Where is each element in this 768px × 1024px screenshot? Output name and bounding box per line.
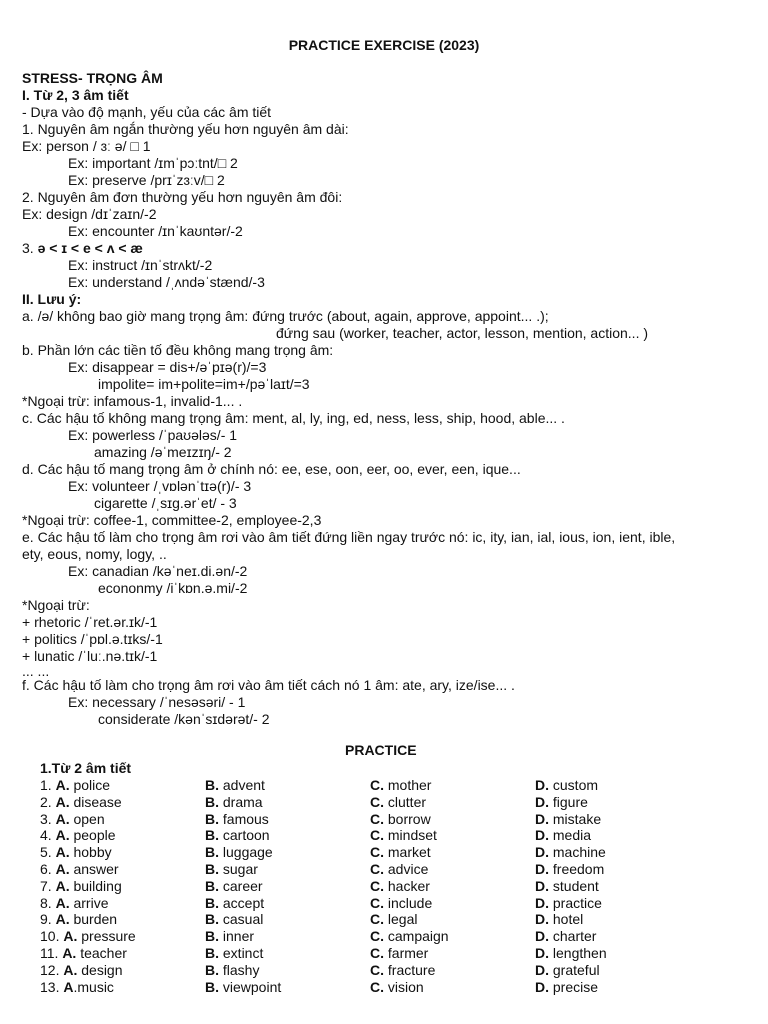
option-d xyxy=(535,794,588,811)
option-a xyxy=(40,962,123,979)
question-number: 3. xyxy=(40,810,56,827)
option-b-word: accept xyxy=(219,894,265,911)
rule-1: 1. Nguyên âm ngắn thường yếu hơn nguyên âm dài: xyxy=(22,121,349,137)
question-number: 13. xyxy=(40,978,64,995)
option-a xyxy=(40,928,136,945)
option-b-word: extinct xyxy=(219,945,264,961)
option-b xyxy=(205,844,273,861)
option-d-letter: D. xyxy=(535,911,549,928)
option-d-word: grateful xyxy=(549,961,600,978)
question-number: 11. xyxy=(40,945,63,961)
option-b-letter: B. xyxy=(205,861,219,877)
option-d-word: figure xyxy=(549,793,588,810)
option-a-letter: A xyxy=(63,978,74,995)
option-b-word: drama xyxy=(219,793,263,810)
option-b xyxy=(205,794,263,811)
note-e-example-2: econonmy /iˈkɒn.ə.mi/-2 xyxy=(98,580,248,596)
option-c-word: hacker xyxy=(384,877,430,894)
option-b-letter: B. xyxy=(205,844,219,861)
option-c-letter: C. xyxy=(370,928,384,945)
option-d xyxy=(535,811,601,828)
option-b xyxy=(205,811,269,828)
option-d-word: charter xyxy=(549,928,597,945)
option-b-letter: B. xyxy=(205,827,219,844)
option-c-word: farmer xyxy=(384,945,429,961)
option-d-letter: D. xyxy=(535,844,549,861)
option-c-word: advice xyxy=(384,861,429,877)
note-e-exception-1: + rhetoric /ˈret.ər.ɪk/-1 xyxy=(22,614,158,630)
option-b-word: career xyxy=(219,877,263,894)
note-d-example-2: cigarette /ˌsɪg.ərˈet/ - 3 xyxy=(94,495,237,511)
option-a-word: open xyxy=(69,810,105,827)
note-f: f. Các hậu tố làm cho trọng âm rơi vào âm tiết cách nó 1 âm: ate, ary, ize/ise... . xyxy=(22,677,515,693)
option-d-letter: D. xyxy=(535,928,549,945)
option-c-letter: C. xyxy=(370,894,384,911)
rule-1-example-3: Ex: preserve /prɪˈzɜːv/□ 2 xyxy=(68,172,225,188)
option-d xyxy=(535,827,591,844)
option-d xyxy=(535,777,598,794)
option-d xyxy=(535,945,607,962)
option-c xyxy=(370,827,437,844)
option-a-word: .music xyxy=(73,978,114,995)
practice-question-row xyxy=(0,911,768,928)
option-d xyxy=(535,962,600,979)
option-c xyxy=(370,794,426,811)
option-b-letter: B. xyxy=(205,978,219,995)
practice-question-row xyxy=(0,861,768,878)
option-a-letter: A. xyxy=(55,810,70,827)
option-c xyxy=(370,928,449,945)
option-a xyxy=(40,878,122,895)
option-c xyxy=(370,895,432,912)
option-b xyxy=(205,895,264,912)
option-b-word: viewpoint xyxy=(219,978,282,995)
option-a-word: teacher xyxy=(76,945,127,961)
option-d-word: lengthen xyxy=(549,945,607,961)
note-b: b. Phần lớn các tiền tố đều không mang trọng âm: xyxy=(22,342,334,358)
option-b-word: luggage xyxy=(219,844,273,861)
practice-question-row xyxy=(0,844,768,861)
option-c-letter: C. xyxy=(370,827,384,844)
heading-stress: STRESS- TRỌNG ÂM xyxy=(22,70,163,86)
question-number: 4. xyxy=(40,827,56,844)
note-e-exception-2: + politics /ˈpɒl.ə.tɪks/-1 xyxy=(22,631,163,647)
option-b xyxy=(205,928,254,945)
option-c-word: include xyxy=(384,894,433,911)
option-d-letter: D. xyxy=(535,877,549,894)
note-e-exception-3: + lunatic /ˈluː.nə.tɪk/-1 xyxy=(22,648,158,664)
option-b-letter: B. xyxy=(205,911,219,928)
option-c-letter: C. xyxy=(370,877,384,894)
option-d-letter: D. xyxy=(535,978,549,995)
note-c: c. Các hậu tố không mang trọng âm: ment, al, ly, ing, ed, ness, less, ship, hood, able... . xyxy=(22,410,565,426)
option-d-word: student xyxy=(549,877,599,894)
option-c-word: clutter xyxy=(384,793,427,810)
option-a xyxy=(40,945,127,962)
option-a xyxy=(40,844,112,861)
option-c-word: legal xyxy=(384,911,418,928)
option-a-word: building xyxy=(69,877,122,894)
option-d xyxy=(535,895,602,912)
question-number: 2. xyxy=(40,793,56,810)
option-a-word: hobby xyxy=(69,844,112,861)
option-c-letter: C. xyxy=(370,861,384,877)
note-d-exception: *Ngoại trừ: coffee-1, committee-2, employee-2,3 xyxy=(22,512,322,528)
option-c xyxy=(370,777,431,794)
rule-3-vowel-order: ə < ɪ < e < ʌ < æ xyxy=(37,240,143,256)
note-f-example-2: considerate /kənˈsɪdərət/- 2 xyxy=(98,711,270,727)
note-e-example-1: Ex: canadian /kəˈneɪ.di.ən/-2 xyxy=(68,563,248,579)
note-f-example-1: Ex: necessary /ˈnesəsəri/ - 1 xyxy=(68,694,246,710)
option-d-word: machine xyxy=(549,844,606,861)
option-d-letter: D. xyxy=(535,894,549,911)
option-d xyxy=(535,878,599,895)
option-d xyxy=(535,911,583,928)
option-d-word: practice xyxy=(549,894,602,911)
option-a xyxy=(40,861,119,878)
document-title: PRACTICE EXERCISE (2023) xyxy=(288,37,480,53)
option-a xyxy=(40,827,116,844)
option-a-word: people xyxy=(69,827,116,844)
question-number: 12. xyxy=(40,961,64,978)
note-c-example-2: amazing /əˈmeɪzɪŋ/- 2 xyxy=(94,444,232,460)
option-d xyxy=(535,844,606,861)
option-c xyxy=(370,979,424,996)
practice-question-row xyxy=(0,794,768,811)
option-a-letter: A. xyxy=(63,928,78,945)
option-a-letter: A. xyxy=(62,945,77,961)
option-c-word: borrow xyxy=(384,810,431,827)
option-d-word: media xyxy=(549,827,592,844)
option-b-word: advent xyxy=(219,777,265,793)
option-a-letter: A. xyxy=(63,961,78,978)
option-b-letter: B. xyxy=(205,777,219,793)
option-a-letter: A. xyxy=(55,877,70,894)
option-a-letter: A. xyxy=(55,777,70,793)
option-a xyxy=(40,794,122,811)
option-c xyxy=(370,945,428,962)
rule-3-example-1: Ex: instruct /ɪnˈstrʌkt/-2 xyxy=(68,257,213,273)
rule-3-prefix: 3. xyxy=(22,240,38,256)
practice-question-row xyxy=(0,962,768,979)
section-2-heading: II. Lưu ý: xyxy=(22,291,82,307)
option-c-letter: C. xyxy=(370,793,384,810)
section-1-heading: I. Từ 2, 3 âm tiết xyxy=(22,87,129,103)
practice-question-row xyxy=(0,777,768,794)
rule-1-example-1: Ex: person / ɜː ə/ □ 1 xyxy=(22,138,151,154)
rule-2: 2. Nguyên âm đơn thường yếu hơn nguyên âm đôi: xyxy=(22,189,343,205)
option-c-word: fracture xyxy=(384,961,436,978)
note-d: d. Các hậu tố mang trọng âm ở chính nó: ee, ese, oon, eer, oo, ever, een, ique... xyxy=(22,461,521,477)
option-b-letter: B. xyxy=(205,945,219,961)
question-number: 10. xyxy=(40,928,64,945)
option-d-letter: D. xyxy=(535,961,549,978)
option-b-letter: B. xyxy=(205,810,219,827)
option-d-word: freedom xyxy=(549,861,605,877)
question-number: 6. xyxy=(40,861,56,877)
practice-question-row xyxy=(0,827,768,844)
option-b-letter: B. xyxy=(205,894,219,911)
option-a-word: pressure xyxy=(77,928,136,945)
option-b xyxy=(205,878,263,895)
option-d-letter: D. xyxy=(535,827,549,844)
option-a-letter: A. xyxy=(55,827,70,844)
option-d-word: mistake xyxy=(549,810,602,827)
note-b-exception: *Ngoại trừ: infamous-1, invalid-1... . xyxy=(22,393,243,409)
option-d xyxy=(535,928,596,945)
option-c-word: mother xyxy=(384,777,432,793)
option-b-word: flashy xyxy=(219,961,260,978)
option-b xyxy=(205,861,258,878)
question-number: 1. xyxy=(40,777,56,793)
note-e-line-1: e. Các hậu tố làm cho trọng âm rơi vào âm tiết đứng liền ngay trước nó: ic, ity, ian, ial, ious, ion, ient, ible, xyxy=(22,529,676,545)
option-a xyxy=(40,895,108,912)
option-c xyxy=(370,911,417,928)
practice-question-row xyxy=(0,928,768,945)
rule-1-example-2: Ex: important /ɪmˈpɔːtnt/□ 2 xyxy=(68,155,238,171)
option-d-word: hotel xyxy=(549,911,584,928)
option-a xyxy=(40,911,117,928)
option-c xyxy=(370,861,428,878)
option-a-letter: A. xyxy=(55,861,70,877)
rule-2-example-1: Ex: design /dɪˈzaɪn/-2 xyxy=(22,206,157,222)
option-b-letter: B. xyxy=(205,961,219,978)
option-c-letter: C. xyxy=(370,844,384,861)
practice-subtitle: 1.Từ 2 âm tiết xyxy=(40,760,132,776)
option-b-letter: B. xyxy=(205,928,219,945)
option-a-word: arrive xyxy=(69,894,109,911)
note-c-example-1: Ex: powerless /ˈpaʊələs/- 1 xyxy=(68,427,238,443)
option-a-word: police xyxy=(69,777,111,793)
option-c xyxy=(370,962,435,979)
option-a xyxy=(40,777,110,794)
option-b xyxy=(205,827,270,844)
option-d-letter: D. xyxy=(535,777,549,793)
option-d-letter: D. xyxy=(535,793,549,810)
option-c xyxy=(370,844,431,861)
intro-line: - Dựa vào độ mạnh, yếu của các âm tiết xyxy=(22,104,272,120)
option-c-letter: C. xyxy=(370,978,384,995)
option-d-word: custom xyxy=(549,777,599,793)
note-e-line-2: ety, eous, nomy, logy, .. xyxy=(22,546,167,562)
option-b-letter: B. xyxy=(205,793,219,810)
option-c-letter: C. xyxy=(370,961,384,978)
option-a xyxy=(40,811,105,828)
practice-question-row xyxy=(0,979,768,996)
practice-question-row xyxy=(0,895,768,912)
rule-3 xyxy=(22,240,143,257)
question-number: 5. xyxy=(40,844,56,861)
option-d-letter: D. xyxy=(535,861,549,877)
option-b xyxy=(205,777,265,794)
option-a xyxy=(40,979,114,996)
practice-question-row xyxy=(0,878,768,895)
question-number: 7. xyxy=(40,877,56,894)
option-d-word: precise xyxy=(549,978,599,995)
option-b-word: cartoon xyxy=(219,827,270,844)
option-b xyxy=(205,962,259,979)
note-b-example-1: Ex: disappear = dis+/əˈpɪə(r)/=3 xyxy=(68,359,267,375)
option-b xyxy=(205,945,263,962)
rule-2-example-2: Ex: encounter /ɪnˈkaʊntər/-2 xyxy=(68,223,243,239)
option-c-letter: C. xyxy=(370,777,384,793)
question-number: 8. xyxy=(40,894,56,911)
note-e-ellipsis: ... ... xyxy=(22,663,50,679)
note-b-example-2: impolite= im+polite=im+/pəˈlaɪt/=3 xyxy=(98,376,310,392)
option-d xyxy=(535,979,598,996)
option-c-word: mindset xyxy=(384,827,437,844)
practice-title: PRACTICE xyxy=(345,742,417,758)
option-d-letter: D. xyxy=(535,945,549,961)
option-b-word: inner xyxy=(219,928,255,945)
option-a-letter: A. xyxy=(55,844,70,861)
option-c-letter: C. xyxy=(370,810,384,827)
option-a-word: burden xyxy=(69,911,118,928)
option-c xyxy=(370,811,431,828)
option-c-word: campaign xyxy=(384,928,449,945)
option-a-letter: A. xyxy=(55,911,70,928)
option-a-letter: A. xyxy=(55,894,70,911)
note-a-line-1: a. /ə/ không bao giờ mang trọng âm: đứng trước (about, again, approve, appoint... .); xyxy=(22,308,549,324)
option-c xyxy=(370,878,430,895)
note-a-line-2: đứng sau (worker, teacher, actor, lesson, mention, action... ) xyxy=(276,325,649,341)
option-b-word: famous xyxy=(219,810,269,827)
option-d xyxy=(535,861,604,878)
rule-3-example-2: Ex: understand /ˌʌndəˈstænd/-3 xyxy=(68,274,265,290)
option-a-letter: A. xyxy=(55,793,70,810)
option-c-word: vision xyxy=(384,978,424,995)
option-b-letter: B. xyxy=(205,877,219,894)
option-c-word: market xyxy=(384,844,431,861)
option-b-word: sugar xyxy=(219,861,258,877)
option-c-letter: C. xyxy=(370,945,384,961)
option-c-letter: C. xyxy=(370,911,384,928)
note-d-example-1: Ex: volunteer /ˌvɒlənˈtɪə(r)/- 3 xyxy=(68,478,252,494)
option-a-word: disease xyxy=(69,793,122,810)
option-b xyxy=(205,979,281,996)
practice-question-row xyxy=(0,945,768,962)
option-b xyxy=(205,911,263,928)
option-d-letter: D. xyxy=(535,810,549,827)
practice-question-row xyxy=(0,811,768,828)
option-b-word: casual xyxy=(219,911,264,928)
option-a-word: design xyxy=(77,961,123,978)
note-e-exception: *Ngoại trừ: xyxy=(22,597,90,613)
question-number: 9. xyxy=(40,911,56,928)
option-a-word: answer xyxy=(69,861,119,877)
